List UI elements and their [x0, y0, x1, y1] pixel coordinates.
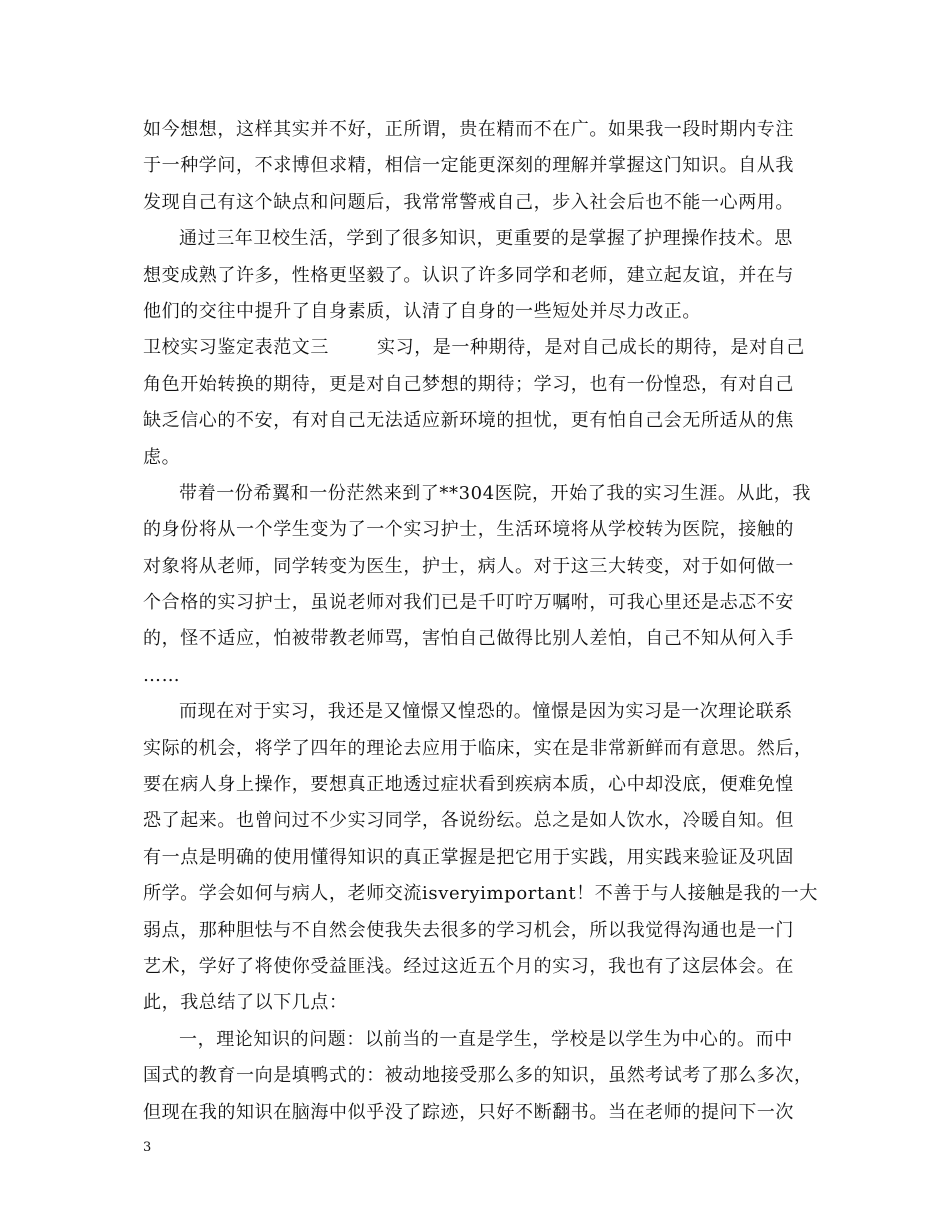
text-line: 的身份将从一个学生变为了一个实习护士，生活环境将从学校转为医院，接触的 [143, 519, 794, 541]
text-line: 有一点是明确的使用懂得知识的真正掌握是把它用于实践，用实践来验证及巩固 [143, 846, 794, 868]
text-line: 国式的教育一向是填鸭式的：被动地接受那么多的知识，虽然考试考了那么多次， [143, 1065, 813, 1087]
text-line: 一，理论知识的问题：以前当的一直是学生，学校是以学生为中心的。而中 [179, 1028, 793, 1050]
text-line: 想变成熟了许多，性格更坚毅了。认识了许多同学和老师，建立起友谊，并在与 [143, 264, 794, 286]
paragraph [143, 476, 810, 694]
text-line: 实际的机会，将学了四年的理论去应用于临床，实在是非常新鲜而有意思。然后， [143, 737, 813, 759]
paragraph [143, 694, 818, 1022]
text-line: 所学。学会如何与病人，老师交流isveryimportant！不善于与人接触是我的一大 [143, 883, 818, 905]
text-line: 此，我总结了以下几点： [143, 992, 348, 1014]
text-line [143, 330, 810, 366]
paragraph [143, 330, 810, 476]
text-line: 个合格的实习护士，虽说老师对我们已是千叮咛万嘱咐，可我心里还是忐忑不安 [143, 592, 794, 614]
text-line: 艺术，学好了将使你受益匪浅。经过这近五个月的实习，我也有了这层体会。在 [143, 955, 794, 977]
text-line: 虑。 [143, 446, 181, 468]
paragraph [143, 112, 810, 221]
text-line: 如今想想，这样其实并不好，正所谓，贵在精而不在广。如果我一段时期内专注 [143, 119, 794, 140]
document-body [143, 112, 818, 1131]
text-line: 缺乏信心的不安，有对自己无法适应新环境的担忧，更有怕自己会无所适从的焦 [143, 410, 794, 432]
text-line: 角色开始转换的期待，更是对自己梦想的期待；学习，也有一份惶恐，有对自己 [143, 373, 794, 395]
page-number: 3 [143, 1140, 152, 1155]
text-line: 恐了起来。也曾问过不少实习同学，各说纷纭。总之是如人饮水，冷暖自知。但 [143, 810, 794, 832]
text-line: 通过三年卫校生活，学到了很多知识，更重要的是掌握了护理操作技术。思 [179, 228, 793, 250]
paragraph [143, 1022, 813, 1131]
heading-line-text: 实习，是一种期待，是对自己成长的期待，是对自己 [377, 337, 805, 359]
text-line: 带着一份希翼和一份茫然来到了**304医院，开始了我的实习生涯。从此，我 [179, 482, 811, 504]
text-line: …… [143, 664, 181, 686]
text-line: 要在病人身上操作，要想真正地透过症状看到疾病本质，心中却没底，便难免惶 [143, 774, 794, 796]
text-line: 发现自己有这个缺点和问题后，我常常警戒自己，步入社会后也不能一心两用。 [143, 191, 794, 213]
text-line: 而现在对于实习，我还是又憧憬又惶恐的。憧憬是因为实习是一次理论联系 [179, 701, 793, 723]
section-heading: 卫校实习鉴定表范文三 [143, 337, 329, 359]
text-line: 弱点，那种胆怯与不自然会使我失去很多的学习机会，所以我觉得沟通也是一门 [143, 919, 794, 941]
text-line: 但现在我的知识在脑海中似乎没了踪迹，只好不断翻书。当在老师的提问下一次 [143, 1101, 794, 1123]
text-line: 于一种学问，不求博但求精，相信一定能更深刻的理解并掌握这门知识。自从我 [143, 155, 794, 177]
text-line: 他们的交往中提升了自身素质，认清了自身的一些短处并尽力改正。 [143, 300, 701, 322]
paragraph [143, 221, 810, 330]
text-line: 对象将从老师，同学转变为医生，护士，病人。对于这三大转变，对于如何做一 [143, 555, 794, 577]
text-line: 的，怪不适应，怕被带教老师骂，害怕自己做得比别人差怕，自己不知从何入手 [143, 628, 794, 650]
